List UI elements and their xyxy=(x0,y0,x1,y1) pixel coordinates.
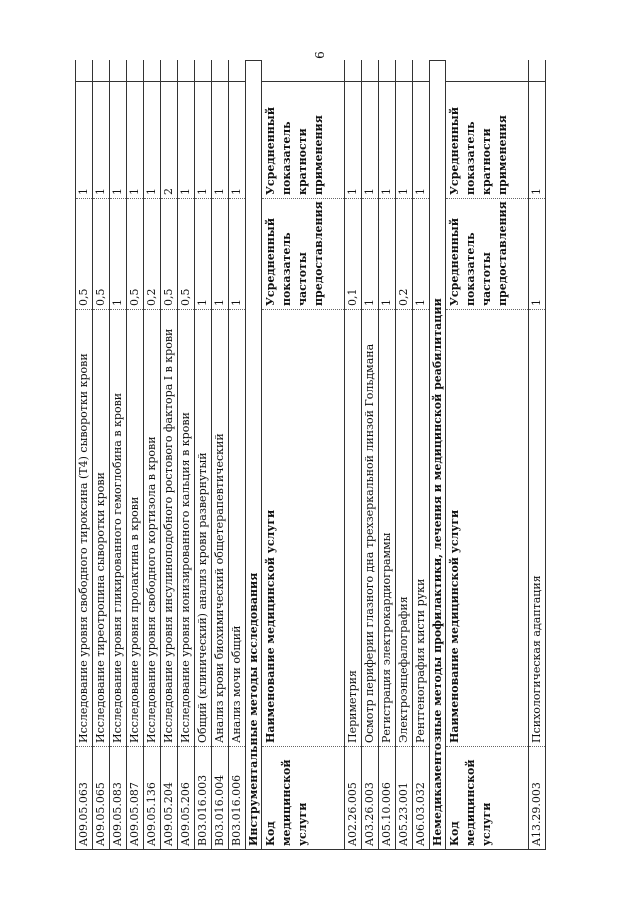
cell-mult: 1 xyxy=(195,81,211,198)
cell-code: A09.05.063 xyxy=(76,746,92,850)
cell-name: Общий (клинический) анализ крови развернутый xyxy=(195,309,211,746)
cell-freq: 1 xyxy=(379,198,395,309)
cell-code: A05.23.001 xyxy=(396,746,412,850)
table-row xyxy=(212,60,229,850)
table-row xyxy=(345,60,362,850)
cell-code: A02.26.005 xyxy=(345,746,361,850)
cell-name: Рентгенография кисти руки xyxy=(413,309,429,746)
page-number: 6 xyxy=(313,51,327,59)
cell-name: Исследование уровня свободного тироксина (Т4) сыворотки крови xyxy=(76,309,92,746)
cell-name: Исследование тиреотропина сыворотки крови xyxy=(93,309,109,746)
cell-mult: 1 xyxy=(93,81,109,198)
cell-code: B03.016.003 xyxy=(195,746,211,850)
cell-freq: 1 xyxy=(212,198,228,309)
cell-name: Исследование уровня инсулиноподобного ростового фактора I в крови xyxy=(161,309,177,746)
table-row xyxy=(144,60,161,850)
cell-mult: 1 xyxy=(144,81,160,198)
cell-name: Регистрация электрокардиограммы xyxy=(379,309,395,746)
header-freq: Усредненный показатель частоты предоставления xyxy=(446,198,528,309)
table-header-row xyxy=(262,60,345,850)
cell-name: Исследование уровня ионизированного кальция в крови xyxy=(178,309,194,746)
cell-freq: 0,5 xyxy=(93,198,109,309)
cell-name: Психологическая адаптация xyxy=(529,309,545,746)
cell-code: A03.26.003 xyxy=(362,746,378,850)
table-row xyxy=(396,60,413,850)
header-mult: Усредненный показатель кратности применения xyxy=(262,81,344,198)
table-row xyxy=(127,60,144,850)
cell-mult: 1 xyxy=(529,81,545,198)
cell-freq: 0,2 xyxy=(396,198,412,309)
table-row xyxy=(195,60,212,850)
table-row xyxy=(161,60,178,850)
cell-name: Исследование уровня пролактина в крови xyxy=(127,309,143,746)
cell-freq: 1 xyxy=(110,198,126,309)
cell-mult: 1 xyxy=(76,81,92,198)
cell-mult: 1 xyxy=(127,81,143,198)
cell-freq: 1 xyxy=(413,198,429,309)
header-mult: Усредненный показатель кратности применения xyxy=(446,81,528,198)
header-freq: Усредненный показатель частоты предоставления xyxy=(262,198,344,309)
cell-code: A09.05.087 xyxy=(127,746,143,850)
cell-name: Анализ крови биохимический общетерапевтический xyxy=(212,309,228,746)
cell-freq: 0,5 xyxy=(76,198,92,309)
cell-freq: 0,2 xyxy=(144,198,160,309)
cell-mult: 1 xyxy=(110,81,126,198)
cell-freq: 1 xyxy=(229,198,245,309)
header-name: Наименование медицинской услуги xyxy=(446,309,528,746)
table-row xyxy=(178,60,195,850)
cell-mult: 1 xyxy=(212,81,228,198)
cell-name: Осмотр периферии глазного дна трехзеркальной линзой Гольдмана xyxy=(362,309,378,746)
cell-code: A09.05.206 xyxy=(178,746,194,850)
cell-mult: 2 xyxy=(161,81,177,198)
cell-code: B03.016.006 xyxy=(229,746,245,850)
cell-freq: 1 xyxy=(362,198,378,309)
cell-name: Исследование уровня гликированного гемоглобина в крови xyxy=(110,309,126,746)
cell-freq: 1 xyxy=(195,198,211,309)
cell-code: A05.10.006 xyxy=(379,746,395,850)
cell-code: A13.29.003 xyxy=(529,746,545,850)
cell-freq: 0,5 xyxy=(178,198,194,309)
header-code: Код медицинской услуги xyxy=(446,746,528,850)
cell-code: A09.05.204 xyxy=(161,746,177,850)
cell-name: Периметрия xyxy=(345,309,361,746)
cell-mult: 1 xyxy=(413,81,429,198)
cell-mult: 1 xyxy=(178,81,194,198)
table-row xyxy=(110,60,127,850)
table-row xyxy=(413,60,430,850)
cell-freq: 0,1 xyxy=(345,198,361,309)
cell-mult: 1 xyxy=(362,81,378,198)
cell-code: A09.05.083 xyxy=(110,746,126,850)
header-name: Наименование медицинской услуги xyxy=(262,309,344,746)
cell-freq: 1 xyxy=(529,198,545,309)
table-header-row xyxy=(446,60,529,850)
table-row xyxy=(75,60,93,850)
section-title: Немедикаментозные методы профилактики, лечения и медицинской реабилитации xyxy=(430,60,446,850)
table-row xyxy=(362,60,379,850)
cell-mult: 1 xyxy=(345,81,361,198)
cell-freq: 0,5 xyxy=(127,198,143,309)
cell-code: A09.05.065 xyxy=(93,746,109,850)
cell-code: A06.03.032 xyxy=(413,746,429,850)
cell-name: Исследование уровня свободного кортизола в крови xyxy=(144,309,160,746)
cell-name: Анализ мочи общий xyxy=(229,309,245,746)
cell-mult: 1 xyxy=(396,81,412,198)
cell-mult: 1 xyxy=(379,81,395,198)
services-table xyxy=(75,60,543,850)
cell-name: Электроэнцефалография xyxy=(396,309,412,746)
header-code: Код медицинской услуги xyxy=(262,746,344,850)
cell-freq: 0,5 xyxy=(161,198,177,309)
table-row xyxy=(93,60,110,850)
table-row xyxy=(379,60,396,850)
cell-mult: 1 xyxy=(229,81,245,198)
cell-code: B03.016.004 xyxy=(212,746,228,850)
table-row xyxy=(229,60,246,850)
table-row xyxy=(529,60,546,850)
section-title: Инструментальные методы исследования xyxy=(246,60,262,850)
cell-code: A09.05.136 xyxy=(144,746,160,850)
